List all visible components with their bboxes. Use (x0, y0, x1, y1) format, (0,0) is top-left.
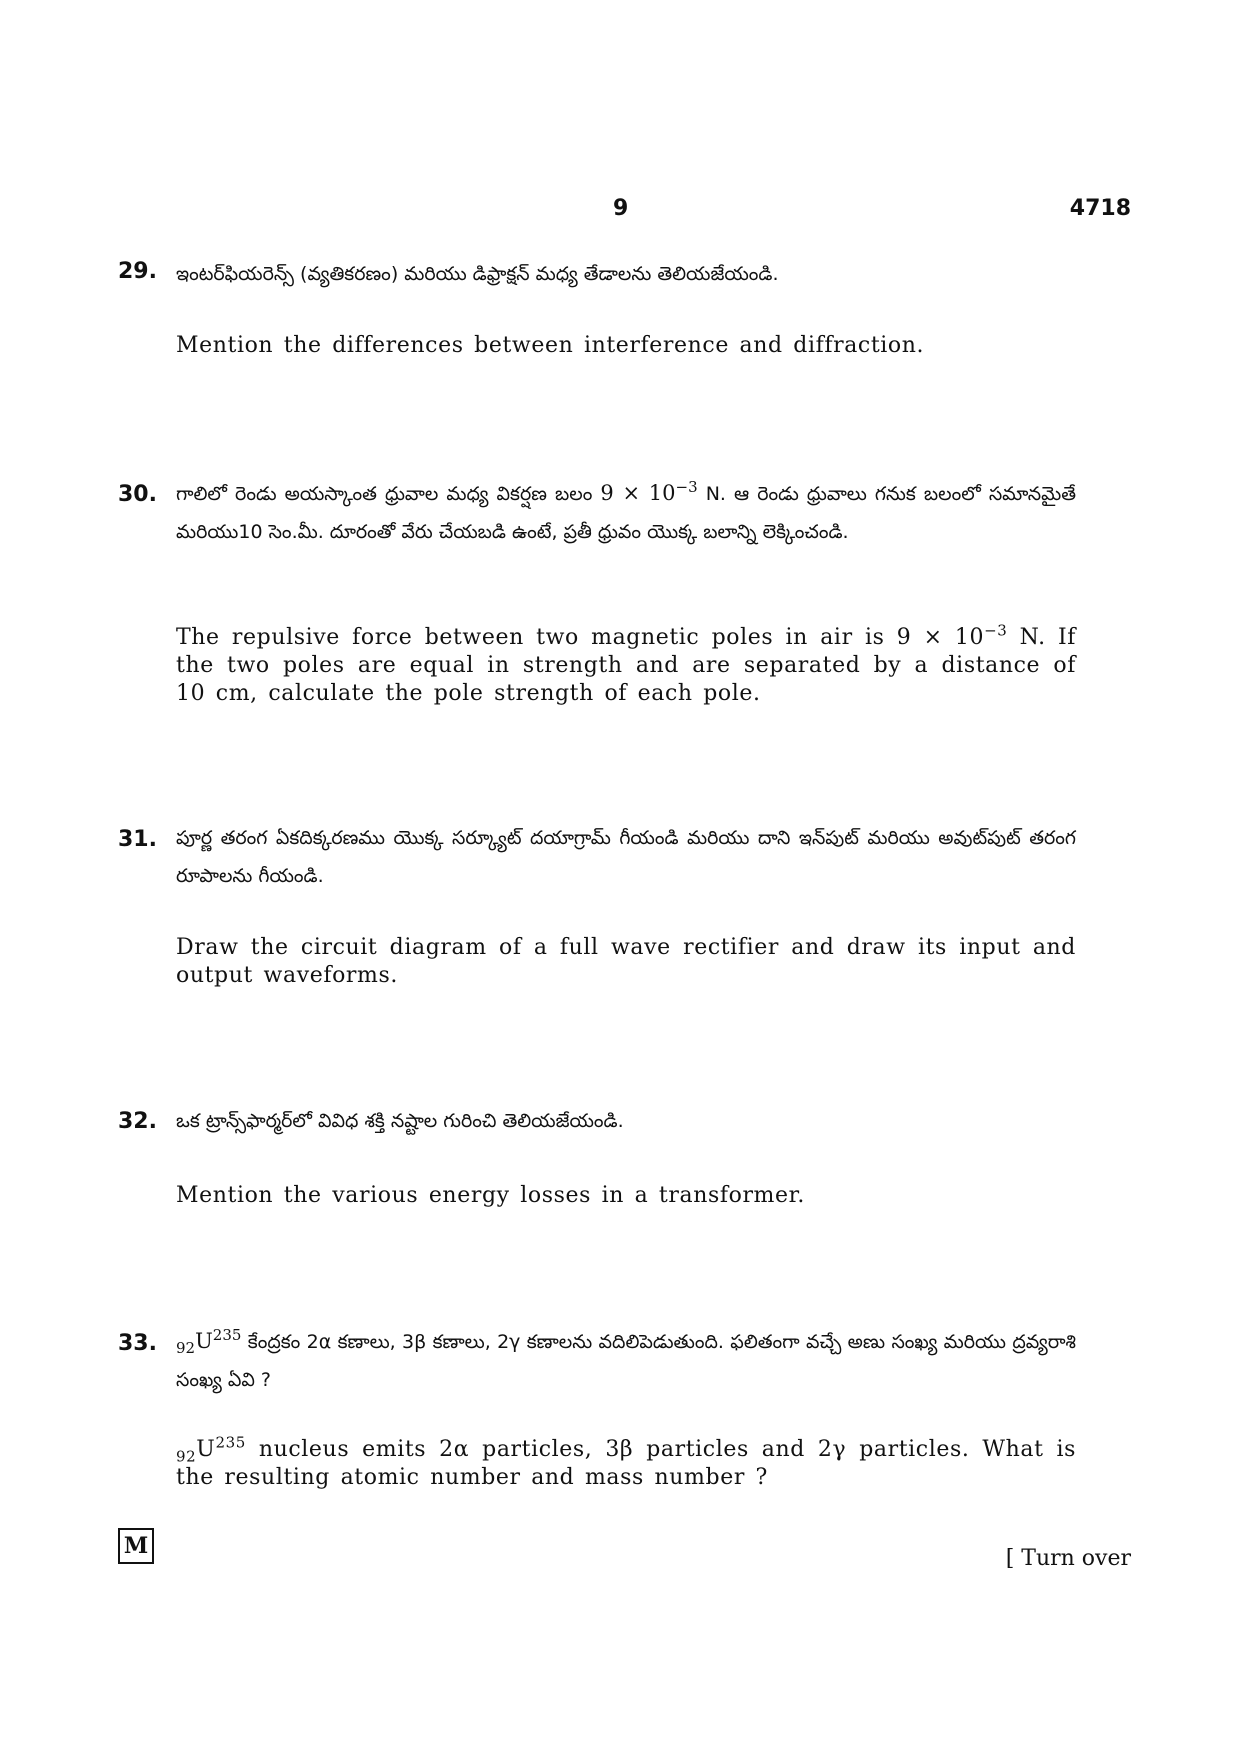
english-text-part: nucleus emits 2α particles, 3β particles and 2γ particles. What is the resulting atomic number and mass number ? (176, 1437, 1076, 1490)
question-text-english (176, 1433, 1076, 1492)
question-number: 29. (118, 259, 157, 284)
question-text-telugu (176, 1322, 1076, 1399)
medium-mark-box: M (118, 1528, 154, 1564)
turn-over-note: [ Turn over (1005, 1546, 1131, 1571)
telugu-text-part: కేంద్రకం 2α కణాలు, 3β కణాలు, 2γ కణాలను వదిలిపెడుతుంది. ఫలితంగా వచ్చే అణు సంఖ్య మరియు ద్రవ్యరాశి సంఖ్య ఏవి ? (176, 1331, 1076, 1391)
telugu-text-part: గాలిలో రెండు అయస్కాంత ధ్రువాల మధ్య వికర్షణ బలం (176, 483, 601, 505)
nuclide-symbol: $_{92}U^{235}$ (176, 1433, 246, 1466)
paper-code: 4718 (1069, 196, 1131, 221)
english-text-part: The repulsive force between two magnetic poles in air is (176, 625, 897, 650)
question-text-telugu: ఒక ట్రాన్స్‌ఫార్మర్‌లో వివిధ శక్తి నష్టాల గురించి తెలియజేయండి. (176, 1110, 624, 1132)
english-text-part: N. If the two poles are equal in strength and are separated by a distance of 10 cm, calculate the pole strength of each pole. (176, 625, 1076, 706)
telugu-text-part: N. ఆ రెండు ధ్రువాలు గనుక బలంలో సమానమైతే మరియు10 సెం.మీ. దూరంతో వేరు చేయబడి ఉంటే, ప్రతీ ధ్రువం యొక్క బలాన్ని లెక్కించండి. (176, 483, 1077, 543)
force-value: $9 \times 10^{-3}$ (896, 621, 1008, 650)
question-number: 30. (118, 482, 157, 507)
nuclide-symbol: $_{92}U^{235}$ (176, 1326, 242, 1358)
question-text-telugu: పూర్ణ తరంగ ఏకదిక్కరణము యొక్క సర్క్యూట్ దయాగ్రామ్ గీయండి మరియు దాని ఇన్‌పుట్ మరియు అవుట్‌పుట్ తరంగ రూపాలను గీయండి. (176, 827, 1076, 887)
question-text-english (176, 621, 1076, 708)
question-text-english: Mention the various energy losses in a transformer. (176, 1183, 805, 1208)
force-value: $9 \times 10^{-3}$ (600, 478, 698, 505)
question-text-telugu (176, 474, 1076, 551)
question-number: 33. (118, 1331, 157, 1356)
question-text-telugu: ఇంటర్‌ఫియరెన్స్ (వ్యతికరణం) మరియు డిఫ్రాక్షన్ మధ్య తేడాలను తెలియజేయండి. (176, 263, 779, 285)
question-text-english: Draw the circuit diagram of a full wave rectifier and draw its input and output waveforms. (176, 935, 1076, 988)
page-number: 9 (613, 196, 629, 221)
question-number: 32. (118, 1109, 157, 1134)
question-text-english: Mention the differences between interference and diffraction. (176, 333, 925, 358)
question-number: 31. (118, 827, 157, 852)
